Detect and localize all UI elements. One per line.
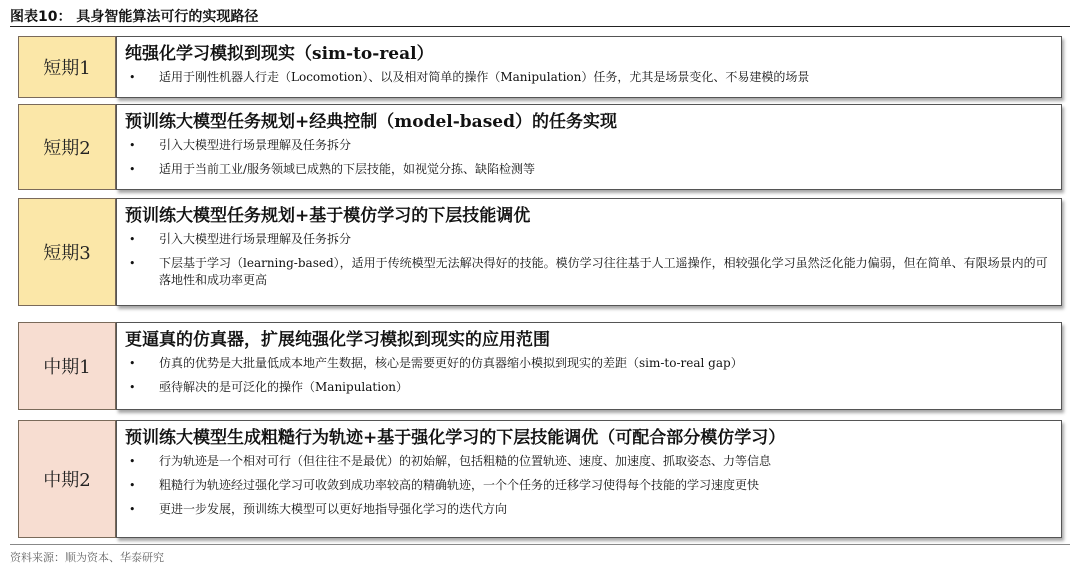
card-mid-term-2 (116, 420, 1062, 538)
bullet-item (125, 161, 1051, 178)
bullet-item (125, 255, 1051, 289)
bullet-text: 亟待解决的是可泛化的操作（Manipulation） (159, 380, 409, 394)
tag-short-term-2: 短期2 (18, 104, 116, 190)
source-note: 资料来源：顺为资本、华泰研究 (10, 551, 164, 564)
bullet-icon: • (129, 71, 136, 84)
bullet-text: 适用于当前工业/服务领域已成熟的下层技能，如视觉分拣、缺陷检测等 (159, 162, 536, 176)
row-short-term-1 (18, 36, 1062, 98)
row-short-term-3 (18, 198, 1062, 306)
bullet-icon: • (129, 233, 136, 246)
card-short-term-2 (116, 104, 1062, 190)
row-mid-term-2 (18, 420, 1062, 538)
card-title: 预训练大模型任务规划+基于模仿学习的下层技能调优 (125, 206, 531, 226)
tag-mid-term-1: 中期1 (18, 322, 116, 410)
bullet-item (125, 453, 1051, 470)
tag-short-term-3: 短期3 (18, 198, 116, 306)
card-short-term-1 (116, 36, 1062, 98)
bullet-icon: • (129, 257, 136, 270)
row-short-term-2 (18, 104, 1062, 190)
bullet-text: 仿真的优势是大批量低成本地产生数据，核心是需要更好的仿真器缩小模拟到现实的差距（sim-to-real gap） (159, 356, 743, 370)
card-title: 更逼真的仿真器，扩展纯强化学习模拟到现实的应用范围 (125, 330, 550, 350)
tag-short-term-1: 短期1 (18, 36, 116, 98)
bullet-text: 更进一步发展，预训练大模型可以更好地指导强化学习的迭代方向 (159, 502, 508, 516)
figure-title: 图表10： 具身智能算法可行的实现路径 (10, 9, 259, 25)
row-mid-term-1 (18, 322, 1062, 410)
tag-mid-term-2: 中期2 (18, 420, 116, 538)
card-title: 预训练大模型生成粗糙行为轨迹+基于强化学习的下层技能调优（可配合部分模仿学习） (125, 428, 786, 448)
title-divider (10, 26, 1070, 27)
bullet-text: 适用于刚性机器人行走（Locomotion）、以及相对简单的操作（Manipulation）任务，尤其是场景变化、不易建模的场景 (159, 70, 810, 84)
bullet-item (125, 231, 1051, 248)
bullet-item (125, 477, 1051, 494)
bullet-text: 行为轨迹是一个相对可行（但往往不是最优）的初始解，包括粗糙的位置轨迹、速度、加速度、抓取姿态、力等信息 (159, 454, 772, 468)
bullet-icon: • (129, 455, 136, 468)
card-short-term-3 (116, 198, 1062, 306)
card-title: 预训练大模型任务规划+经典控制（model-based）的任务实现 (125, 112, 617, 132)
card-title: 纯强化学习模拟到现实（sim-to-real） (125, 44, 434, 64)
bullet-item (125, 379, 1051, 396)
bullet-text: 粗糙行为轨迹经过强化学习可收敛到成功率较高的精确轨迹，一个个任务的迁移学习使得每个技能的学习速度更快 (159, 478, 760, 492)
bullet-text: 下层基于学习（learning-based），适用于传统模型无法解决得好的技能。模仿学习往往基于人工遥操作，相较强化学习虽然泛化能力偏弱，但在简单、有限场景内的可落地性和成功率更高 (159, 256, 1048, 287)
bullet-icon: • (129, 503, 136, 516)
bullet-icon: • (129, 357, 136, 370)
bullet-item (125, 137, 1051, 154)
bullet-item (125, 501, 1051, 518)
bullet-text: 引入大模型进行场景理解及任务拆分 (159, 138, 352, 152)
bullet-item (125, 355, 1051, 372)
bullet-icon: • (129, 139, 136, 152)
source-divider (10, 544, 1070, 545)
bullet-text: 引入大模型进行场景理解及任务拆分 (159, 232, 352, 246)
bullet-icon: • (129, 381, 136, 394)
bullet-icon: • (129, 163, 136, 176)
bullet-item (125, 69, 1051, 86)
bullet-icon: • (129, 479, 136, 492)
card-mid-term-1 (116, 322, 1062, 410)
